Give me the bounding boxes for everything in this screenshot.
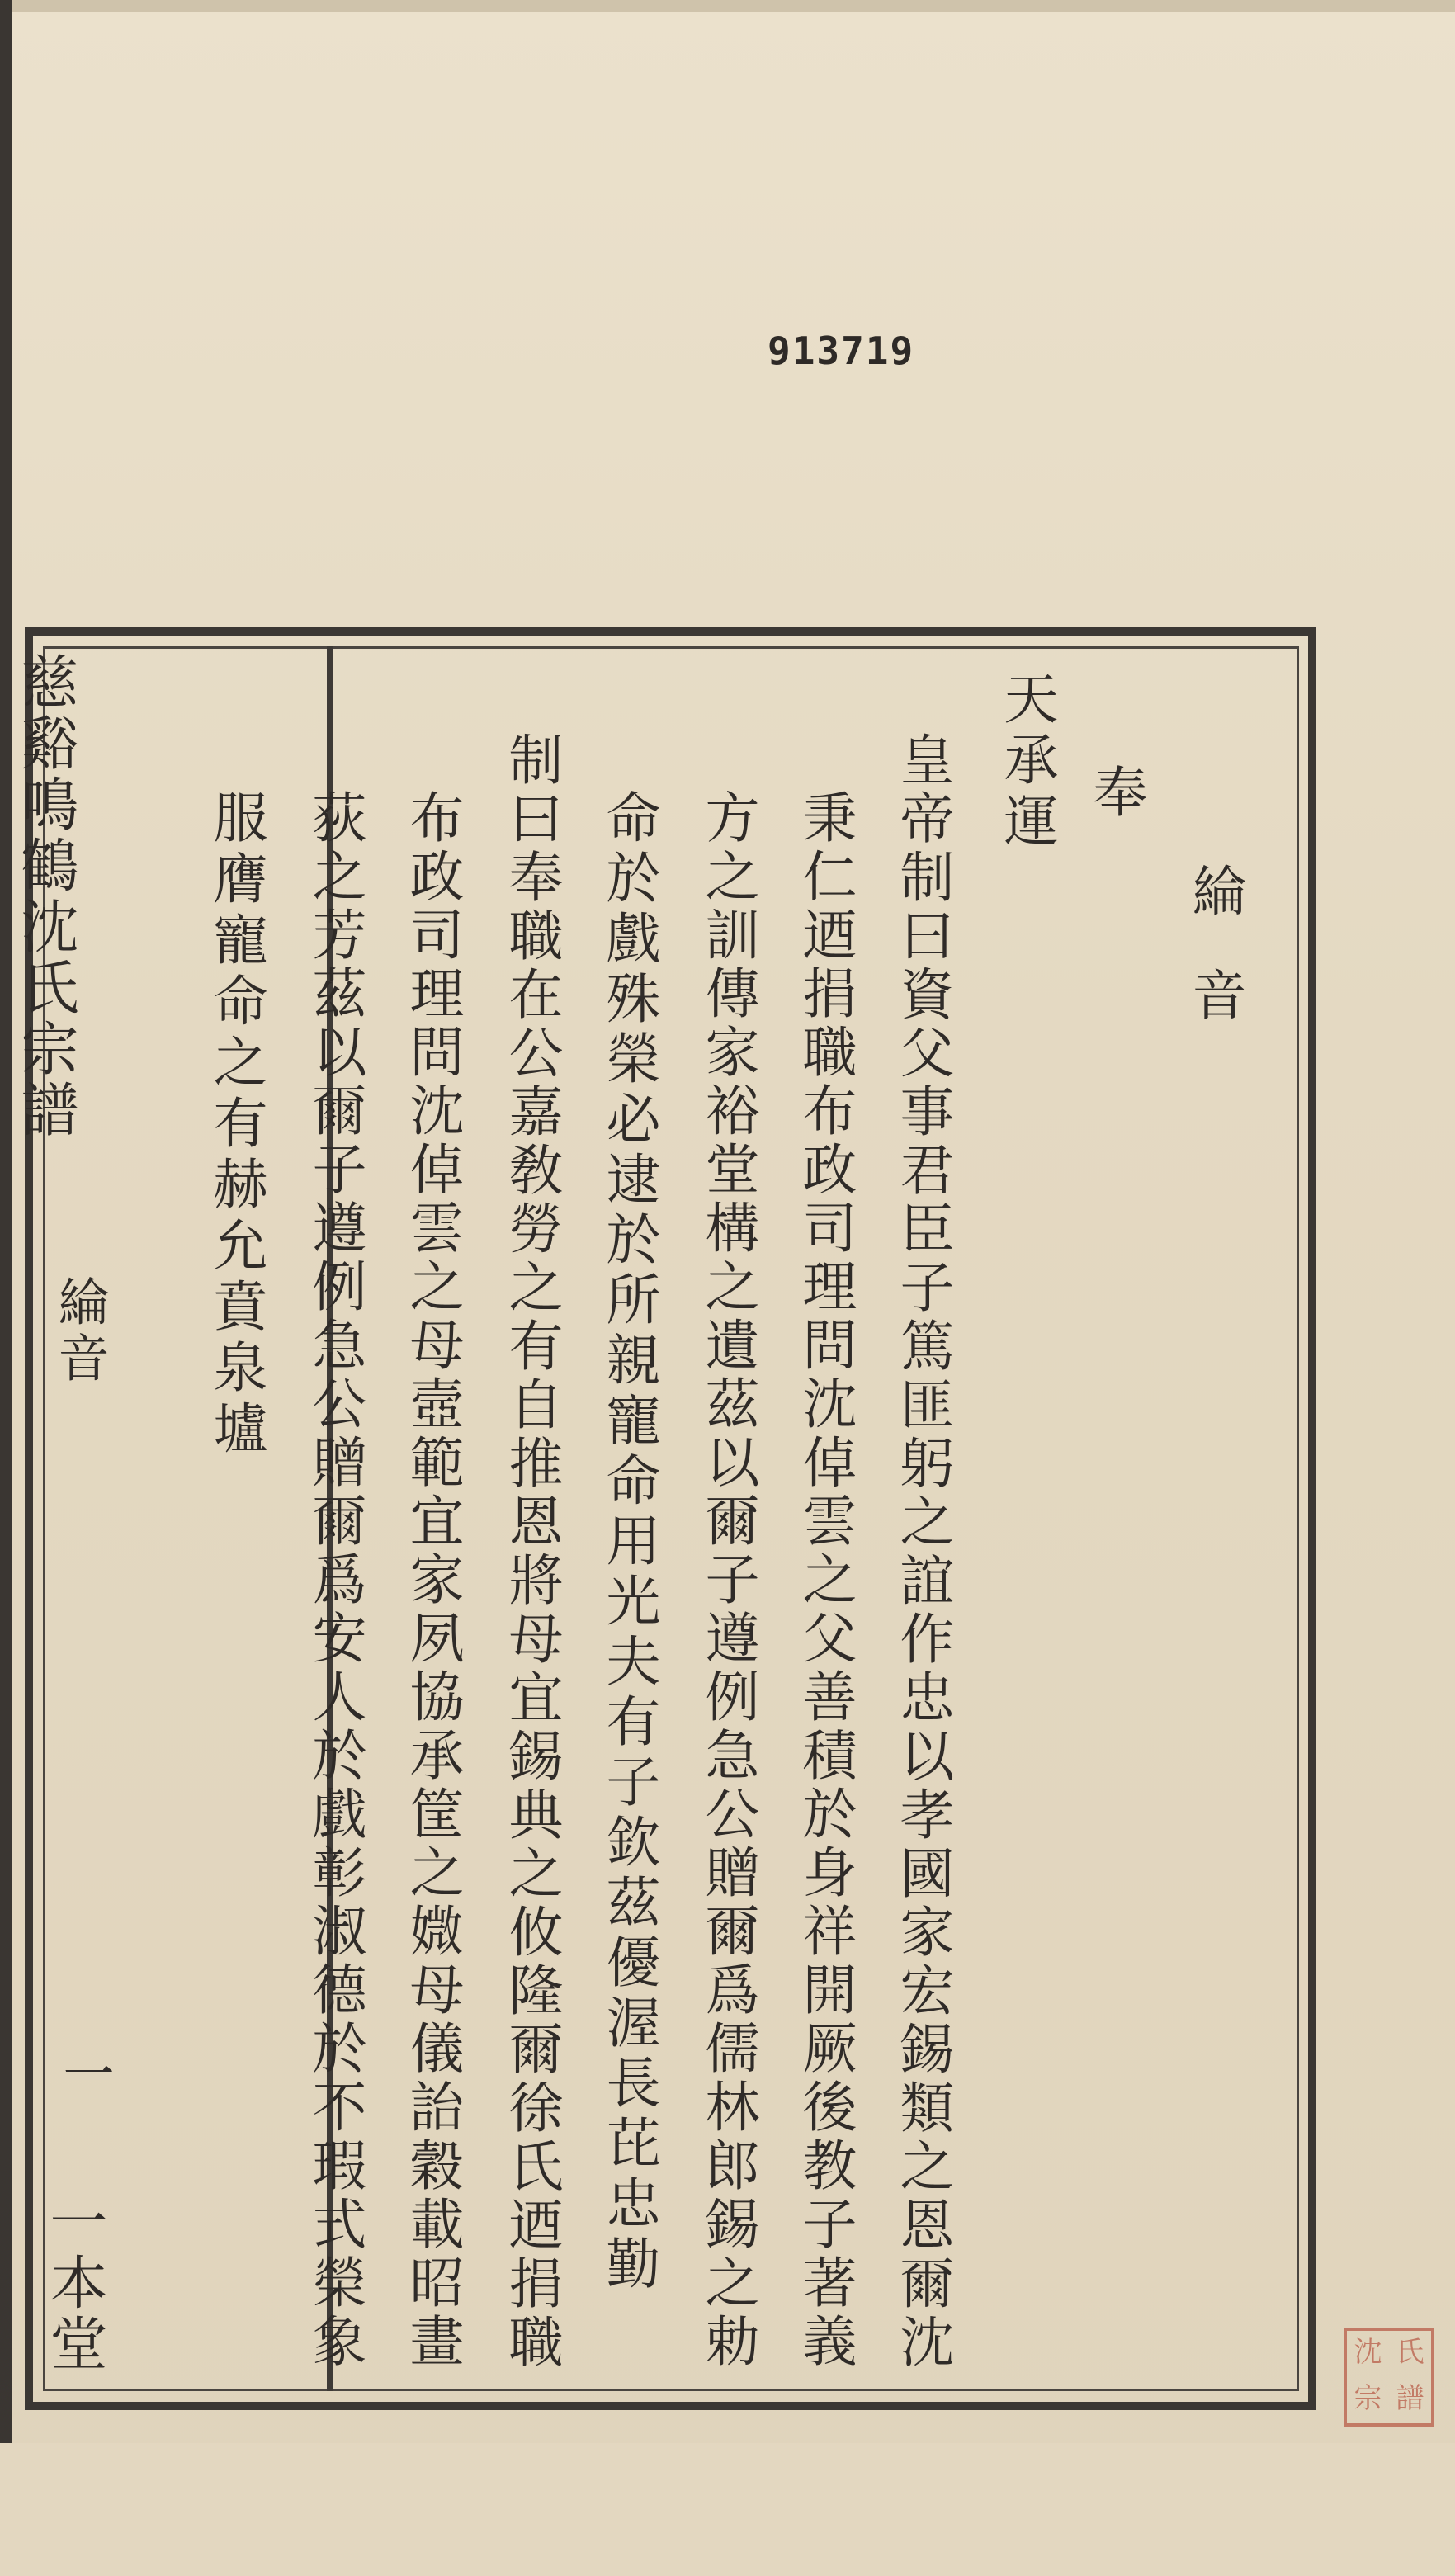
page-bottom-margin (0, 2443, 1455, 2576)
text-column-8: 布政司理問沈倬雲之母壼範宜家夙協承筐之媺母儀詒穀載昭畫 (400, 789, 464, 2371)
text-column-5: 方之訓傳家裕堂構之遺茲以爾子遵例急公贈爾爲儒林郎錫之勅 (696, 789, 759, 2371)
book-title: 慈谿鳴鶴沈氏宗譜 (12, 652, 79, 1141)
text-column-3: 皇帝制曰資父事君臣子篤匪躬之誼作忠以孝國家宏錫類之恩爾沈 (890, 731, 954, 2372)
text-column-6: 命於戲殊榮必逮於所親寵命用光夫有子欽茲優渥長芘忠勤 (597, 789, 660, 2295)
heading-lunyin: 綸音 (1183, 863, 1246, 1071)
binding-edge (0, 0, 12, 2576)
seal-char-1: 沈 (1353, 2336, 1382, 2369)
text-column-4: 秉仁迺捐職布政司理問沈倬雲之父善積於身祥開厥後教子著義 (793, 789, 857, 2371)
text-column-9: 荻之芳茲以爾子遵例急公贈爾爲安人於戲彰淑德於不瑕式榮象 (303, 789, 366, 2371)
serial-number: 913719 (768, 328, 915, 373)
section-label: 綸音 (50, 1275, 110, 1387)
text-column-7: 制曰奉職在公嘉敎勞之有自推恩將母宜錫典之攸隆爾徐氏迺捐職 (499, 731, 563, 2372)
text-column-2: 天承運 (994, 670, 1058, 853)
seal-char-2: 氏 (1396, 2336, 1424, 2369)
page-number: 一 (54, 2047, 115, 2103)
seal-char-4: 譜 (1396, 2382, 1424, 2415)
seal-char-3: 宗 (1353, 2382, 1382, 2415)
hall-name: 一本堂 (40, 2191, 108, 2375)
text-column-10: 服膺寵命之有赫允賁泉壚 (204, 789, 267, 1461)
collector-seal (1344, 2328, 1434, 2427)
text-column-1: 奉 (1084, 763, 1147, 825)
page-top-edge (0, 0, 1455, 12)
